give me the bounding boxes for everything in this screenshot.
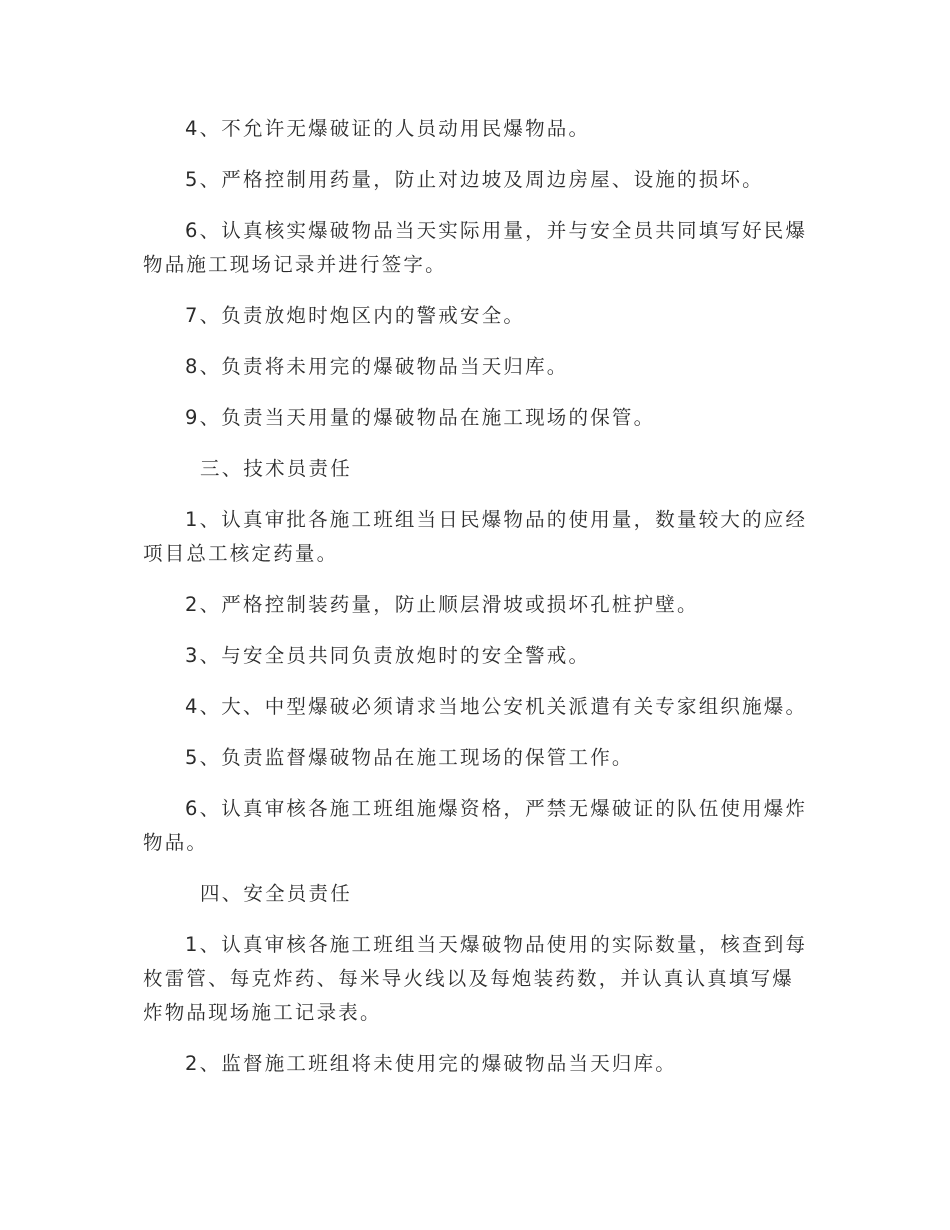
section-heading-technician: 三、技术员责任: [200, 457, 352, 480]
paragraph: 5、负责监督爆破物品在施工现场的保管工作。: [185, 746, 634, 769]
paragraph: 3、与安全员共同负责放炮时的安全警戒。: [185, 644, 591, 667]
paragraph: 6、认真核实爆破物品当天实际用量，并与安全员共同填写好民爆物品施工现场记录并进行签字。: [143, 219, 808, 276]
paragraph: 2、严格控制装药量，防止顺层滑坡或损坏孔桩护壁。: [185, 593, 699, 616]
document-body: [143, 112, 815, 1098]
paragraph: 1、认真审批各施工班组当日民爆物品的使用量，数量较大的应经项目总工核定药量。: [143, 508, 808, 565]
paragraph: 7、负责放炮时炮区内的警戒安全。: [185, 304, 526, 327]
paragraph: 2、监督施工班组将未使用完的爆破物品当天归库。: [185, 1052, 678, 1075]
paragraph: 1、认真审核各施工班组当天爆破物品使用的实际数量，核查到每枚雷管、每克炸药、每米导火线以及每炮装药数，并认真认真填写爆炸物品现场施工记录表。: [143, 933, 808, 1024]
paragraph: 8、负责将未用完的爆破物品当天归库。: [185, 355, 569, 378]
section-heading-safety-officer: 四、安全员责任: [200, 882, 352, 905]
paragraph: 4、大、中型爆破必须请求当地公安机关派遣有关专家组织施爆。: [185, 695, 808, 718]
paragraph: 4、不允许无爆破证的人员动用民爆物品。: [185, 117, 591, 140]
paragraph: 9、负责当天用量的爆破物品在施工现场的保管。: [185, 406, 656, 429]
paragraph: 6、认真审核各施工班组施爆资格，严禁无爆破证的队伍使用爆炸物品。: [143, 797, 808, 854]
paragraph: 5、严格控制用药量，防止对边坡及周边房屋、设施的损坏。: [185, 168, 764, 191]
